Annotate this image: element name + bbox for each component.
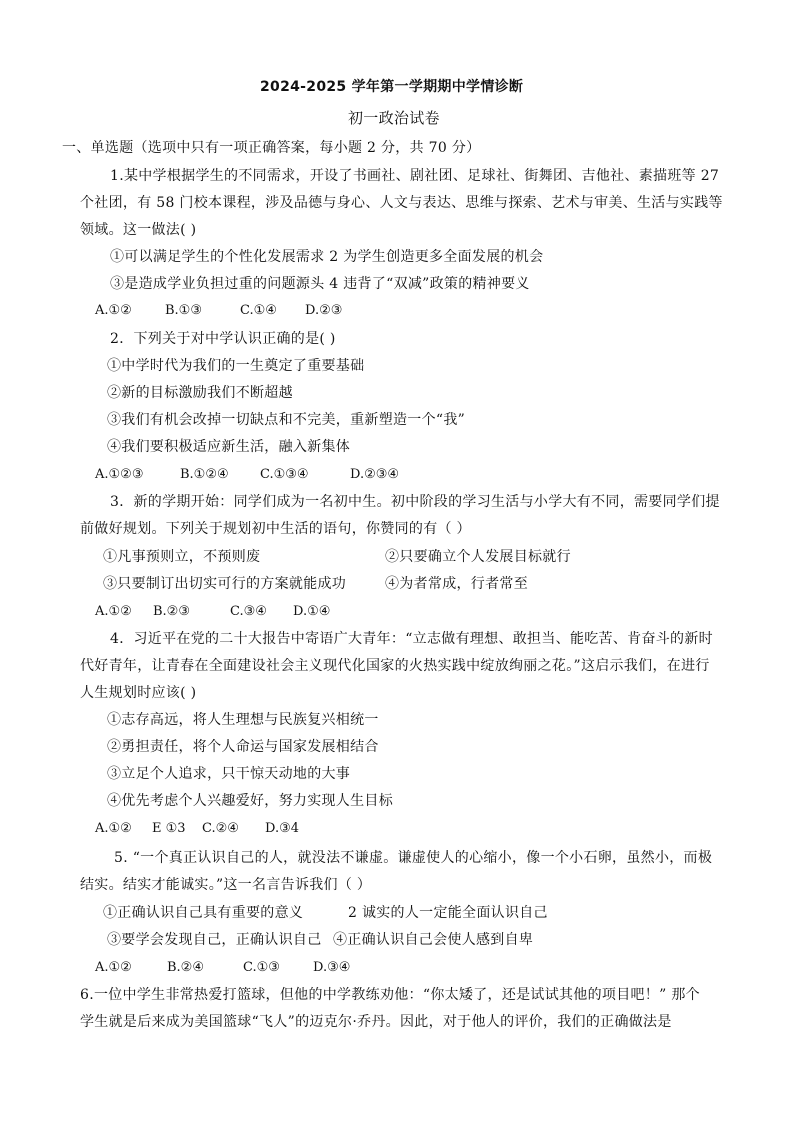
q5-option-d[interactable]: D.③④: [313, 960, 351, 975]
q5-line-1: 5. “一个真正认识自己的人，就没法不谦虚。谦虚使人的心缩小，像一个小石卵，虽然小，而极: [114, 850, 713, 866]
q1-statement-1: ①可以满足学生的个性化发展需求 2 为学生创造更多全面发展的机会: [110, 249, 544, 265]
q4-line-2: 代好青年，让青春在全面建设社会主义现代化国家的火热实践中绽放绚丽之花。”这启示我们，在进行: [80, 658, 710, 674]
q2-statement-3: ③我们有机会改掉一切缺点和不完美，重新塑造一个“我”: [107, 412, 466, 428]
q5-statement-1: ①正确认识自己具有重要的意义: [103, 905, 304, 921]
q3-option-a[interactable]: A.①②: [95, 604, 132, 619]
q4-line-1: 4．习近平在党的二十大报告中寄语广大青年：“立志做有理想、敢担当、能吃苦、肯奋斗的新时: [110, 631, 713, 647]
q3-option-b[interactable]: B.②③: [153, 604, 190, 619]
q4-statement-1: ①志存高远，将人生理想与民族复兴相统一: [107, 712, 379, 728]
q4-option-d[interactable]: D.③4: [265, 821, 300, 836]
q4-line-3: 人生规划时应该( ): [80, 685, 197, 701]
q5-option-a[interactable]: A.①②: [95, 960, 132, 975]
q5-option-b[interactable]: B.②④: [167, 960, 204, 975]
q4-statement-4: ④优先考虑个人兴趣爱好，努力实现人生目标: [107, 793, 393, 809]
q5-statement-4: ④正确认识自己会使人感到自卑: [333, 932, 534, 948]
q1-line-1: 1.某中学根据学生的不同需求，开设了书画社、剧社团、足球社、街舞团、吉他社、素描班等 27: [110, 168, 720, 184]
q5-option-c[interactable]: C.①③: [243, 960, 280, 975]
q3-line-1: 3．新的学期开始：同学们成为一名初中生。初中阶段的学习生活与小学大有不同，需要同学们提: [110, 494, 720, 510]
q6-line-2: 学生就是后来成为美国篮球“飞人”的迈克尔·乔丹。因此，对于他人的评价，我们的正确做法是: [80, 1014, 672, 1030]
q4-option-b[interactable]: E ①3: [152, 821, 186, 836]
q4-statement-2: ②勇担责任，将个人命运与国家发展相结合: [107, 739, 379, 755]
q4-statement-3: ③立足个人追求，只干惊天动地的大事: [107, 766, 351, 782]
q5-statement-3: ③要学会发现自己，正确认识自己: [107, 932, 322, 948]
q1-line-2: 个社团，有 58 门校本课程，涉及品德与身心、人文与表达、思维与探索、艺术与审美、生活与实践等: [80, 195, 723, 211]
section-heading: 一、单选题（选项中只有一项正确答案，每小题 2 分，共 70 分）: [62, 140, 481, 156]
q1-statement-2: ③是造成学业负担过重的问题源头 4 违背了“双减”政策的精神要义: [110, 276, 530, 292]
q1-option-a[interactable]: A.①②: [95, 303, 132, 318]
q2-stem: 2．下列关于对中学认识正确的是( ): [110, 331, 336, 347]
q3-statement-2: ②只要确立个人发展目标就行: [385, 549, 571, 565]
q1-line-3: 领域。这一做法( ): [80, 222, 197, 238]
q3-statement-4: ④为者常成，行者常至: [385, 576, 528, 592]
q1-option-b[interactable]: B.①③: [165, 303, 202, 318]
q3-statement-1: ①凡事预则立，不预则废: [103, 549, 261, 565]
q5-line-2: 结实。结实才能诚实。”这一名言告诉我们（ ）: [80, 877, 372, 893]
q2-option-c[interactable]: C.①③④: [260, 467, 309, 482]
q2-option-b[interactable]: B.①②④: [180, 467, 229, 482]
q1-option-c[interactable]: C.①④: [240, 303, 277, 318]
q4-option-c[interactable]: C.②④: [202, 821, 239, 836]
q1-option-d[interactable]: D.②③: [305, 303, 343, 318]
page-subtitle: 初一政治试卷: [348, 109, 440, 127]
q3-statement-3: ③只要制订出切实可行的方案就能成功: [103, 576, 347, 592]
q6-line-1: 6.一位中学生非常热爱打篮球，但他的中学教练劝他：“你太矮了，还是试试其他的项目吧！” 那个: [80, 987, 700, 1003]
q4-option-a[interactable]: A.①②: [95, 821, 132, 836]
q2-statement-2: ②新的目标激励我们不断超越: [107, 385, 293, 401]
q2-statement-4: ④我们要积极适应新生活，融入新集体: [107, 439, 351, 455]
q2-option-a[interactable]: A.①②③: [95, 467, 144, 482]
q3-option-d[interactable]: D.①④: [293, 604, 331, 619]
q3-option-c[interactable]: C.③④: [230, 604, 267, 619]
page-title: 2024-2025 学年第一学期期中学情诊断: [260, 79, 524, 95]
q3-line-2: 前做好规划。下列关于规划初中生活的语句，你赞同的有（ ）: [80, 521, 471, 537]
q2-option-d[interactable]: D.②③④: [350, 467, 400, 482]
q2-statement-1: ①中学时代为我们的一生奠定了重要基础: [107, 358, 365, 374]
q5-statement-2: 2 诚实的人一定能全面认识自己: [348, 905, 548, 921]
